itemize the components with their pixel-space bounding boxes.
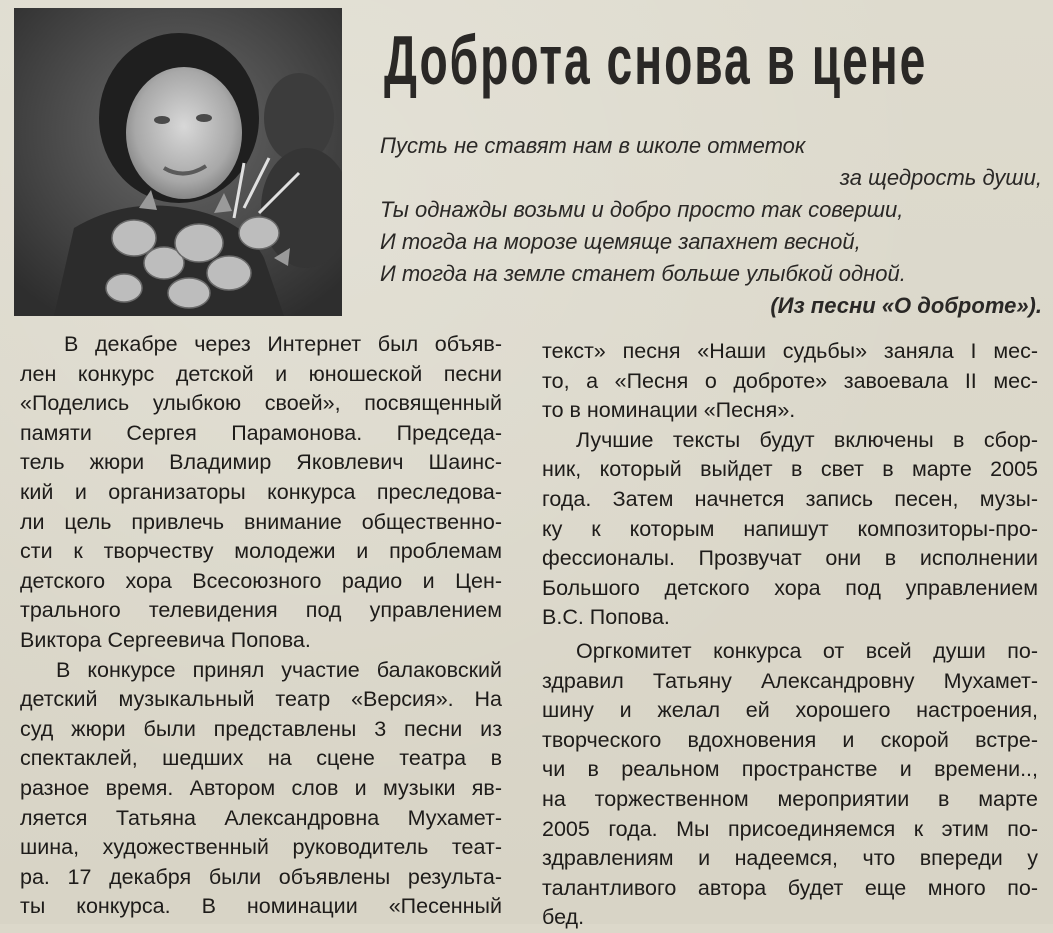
text-line: ра. 17 декабря были объявлены результа- (20, 864, 502, 889)
epigraph-line: И тогда на земле станет больше улыбкой одной. (380, 261, 906, 286)
text-line: тель жюри Владимир Яковлевич Шаинс- (20, 450, 502, 475)
text-line: «Поделись улыбкою своей», посвященный (20, 391, 502, 416)
text-line: года. Затем начнется запись песен, музы- (542, 486, 1038, 511)
article-column-right (542, 337, 1038, 933)
text-line: бед. (542, 905, 585, 930)
text-line: творческого вдохновения и скорой встре- (542, 727, 1038, 752)
text-line: трального телевидения под управлением (20, 598, 502, 623)
text-line: ты конкурса. В номинации «Песенный (20, 894, 502, 919)
text-line: разное время. Автором слов и музыки яв- (20, 775, 502, 800)
epigraph-line: И тогда на морозе щемяще запахнет весной, (380, 229, 861, 254)
text-line: Оргкомитет конкурса от всей души по- (576, 638, 1038, 663)
text-line: Большого детского хора под управлением (542, 575, 1038, 600)
text-line: шина, художественный руководитель теат- (20, 835, 502, 860)
text-line: ляется Татьяна Александровна Мухамет- (20, 805, 502, 830)
text-line: шину и желал ей хорошего настроения, (542, 698, 1038, 723)
text-line: спектаклей, шедших на сцене театра в (20, 746, 502, 771)
text-line: детского хора Всесоюзного радио и Цен- (20, 568, 502, 593)
epigraph-line: Пусть не ставят нам в школе отметок (380, 133, 806, 158)
epigraph (380, 130, 1042, 322)
text-line: памяти Сергея Парамонова. Председа- (20, 420, 502, 445)
text-line: суд жюри были представлены 3 песни из (20, 716, 502, 741)
text-line: ку к которым напишут композиторы-про- (542, 516, 1038, 541)
text-line: текст» песня «Наши судьбы» заняла I мес- (542, 339, 1038, 363)
text-line: В декабре через Интернет был объяв- (64, 332, 502, 356)
epigraph-source: (Из песни «О доброте»). (770, 293, 1042, 318)
text-line: 2005 года. Мы присоединяемся к этим по- (542, 816, 1038, 841)
text-line: кий и организаторы конкурса преследова- (20, 479, 502, 504)
text-line: талантливого автора будет еще много по- (542, 875, 1038, 900)
article-headline: Доброта снова в цене (384, 21, 928, 99)
text-line: Виктора Сергеевича Попова. (20, 627, 311, 652)
text-line: фессионалы. Прозвучат они в исполнении (542, 546, 1038, 571)
text-line: то, а «Песня о доброте» завоевала II мес- (542, 368, 1038, 393)
epigraph-line: за щедрость души, (839, 165, 1042, 190)
text-line: на торжественном мероприятии в марте (542, 786, 1038, 811)
text-line: ник, который выйдет в свет в марте 2005 (542, 457, 1038, 482)
text-line: В конкурсе принял участие балаковский (56, 657, 502, 682)
portrait-photo-image (14, 8, 342, 316)
epigraph-line: Ты однажды возьми и добро просто так соверши, (380, 197, 904, 222)
text-line: детский музыкальный театр «Версия». На (20, 687, 502, 712)
text-line: то в номинации «Песня». (542, 398, 796, 423)
text-line: здравлениям и надеемся, что впереди у (542, 846, 1038, 871)
text-line: лен конкурс детской и юношеской песни (20, 361, 502, 386)
article-column-left (20, 330, 502, 922)
article-photo (14, 8, 342, 316)
text-line: В.С. Попова. (542, 605, 670, 630)
text-line: сти к творчеству молодежи и проблемам (20, 539, 502, 564)
text-line: чи в реальном пространстве и времени.., (542, 757, 1038, 782)
text-line: ли цель привлечь внимание общественно- (20, 509, 502, 534)
text-line: Лучшие тексты будут включены в сбор- (576, 427, 1038, 452)
text-line: здравил Татьяну Александровну Мухамет- (542, 668, 1038, 693)
